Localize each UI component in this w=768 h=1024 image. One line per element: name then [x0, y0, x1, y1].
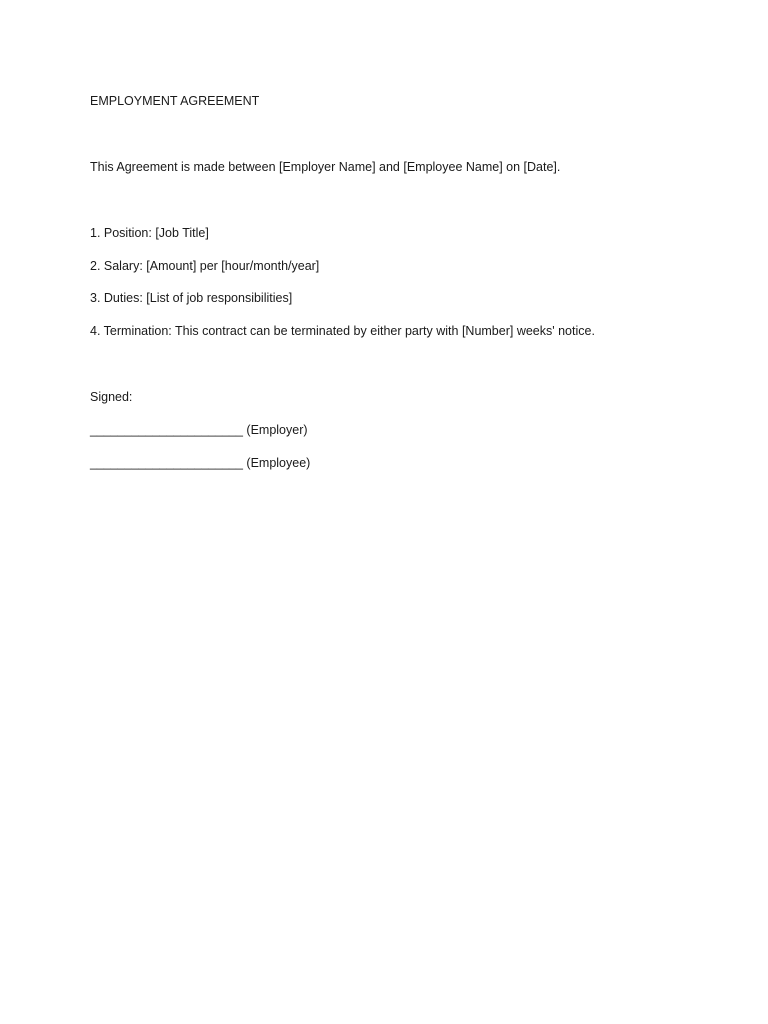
clause-position: 1. Position: [Job Title] [90, 226, 209, 240]
document-title: EMPLOYMENT AGREEMENT [90, 94, 260, 108]
clause-termination: 4. Termination: This contract can be terminated by either party with [Number] weeks' notice. [90, 324, 595, 338]
signature-line-employee: ______________________ (Employee) [90, 456, 311, 470]
clause-duties: 3. Duties: [List of job responsibilities] [90, 291, 293, 305]
agreement-intro: This Agreement is made between [Employer Name] and [Employee Name] on [Date]. [90, 160, 561, 174]
clause-salary: 2. Salary: [Amount] per [hour/month/year] [90, 259, 320, 273]
signed-label: Signed: [90, 390, 133, 404]
signature-line-employer: ______________________ (Employer) [90, 423, 308, 437]
